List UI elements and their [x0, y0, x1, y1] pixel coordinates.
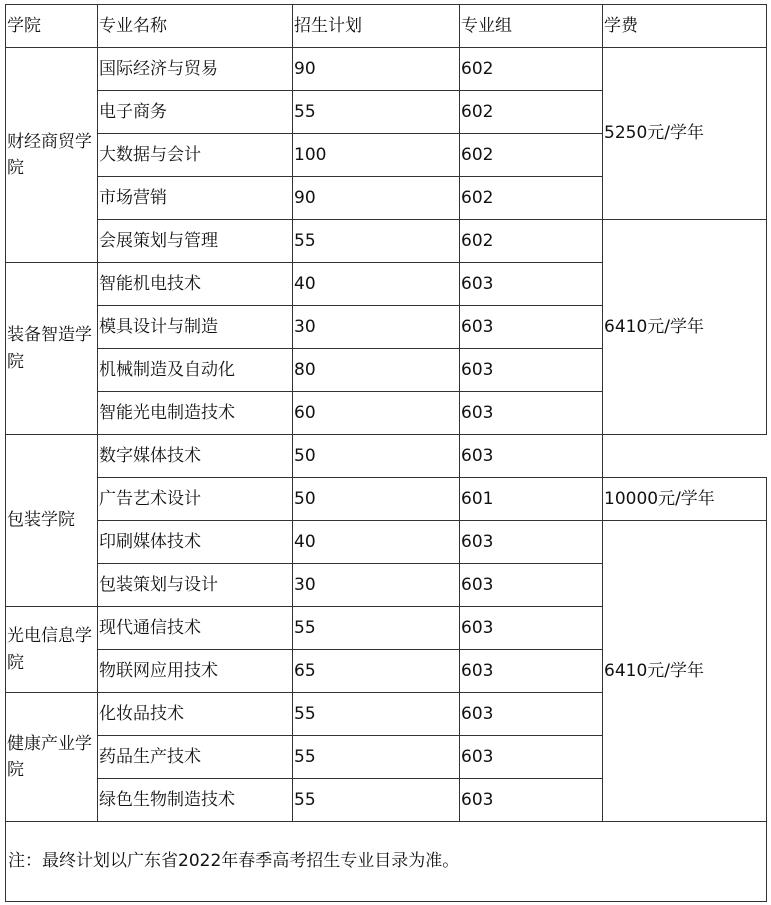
plan-cell: 30 [293, 564, 460, 607]
major-cell: 机械制造及自动化 [98, 349, 293, 392]
group-cell: 602 [460, 177, 603, 220]
header-group: 专业组 [460, 5, 603, 48]
major-cell: 物联网应用技术 [98, 650, 293, 693]
admissions-table [5, 4, 767, 902]
plan-cell: 40 [293, 263, 460, 306]
footnote: 注：最终计划以广东省2022年春季高考招生专业目录为准。 [6, 822, 767, 902]
header-plan: 招生计划 [293, 5, 460, 48]
major-cell: 模具设计与制造 [98, 306, 293, 349]
plan-cell: 40 [293, 521, 460, 564]
group-cell: 603 [460, 392, 603, 435]
header-college: 学院 [6, 5, 98, 48]
major-cell: 现代通信技术 [98, 607, 293, 650]
group-cell: 603 [460, 306, 603, 349]
fee-cell: 6410元/学年 [603, 521, 767, 822]
college-cell: 财经商贸学院 [6, 48, 98, 263]
major-cell: 数字媒体技术 [98, 435, 293, 478]
group-cell: 603 [460, 779, 603, 822]
group-cell: 603 [460, 263, 603, 306]
group-cell: 602 [460, 134, 603, 177]
table-row [6, 478, 767, 521]
header-row [6, 5, 767, 48]
group-cell: 602 [460, 220, 603, 263]
major-cell: 印刷媒体技术 [98, 521, 293, 564]
major-cell: 大数据与会计 [98, 134, 293, 177]
plan-cell: 55 [293, 736, 460, 779]
plan-cell: 90 [293, 48, 460, 91]
major-cell: 广告艺术设计 [98, 478, 293, 521]
plan-cell: 65 [293, 650, 460, 693]
fee-cell: 6410元/学年 [603, 220, 767, 435]
fee-cell: 10000元/学年 [603, 478, 767, 521]
plan-cell: 50 [293, 435, 460, 478]
header-major: 专业名称 [98, 5, 293, 48]
plan-cell: 50 [293, 478, 460, 521]
plan-cell: 55 [293, 779, 460, 822]
major-cell: 智能光电制造技术 [98, 392, 293, 435]
table-row [6, 521, 767, 564]
group-cell: 603 [460, 521, 603, 564]
group-cell: 602 [460, 91, 603, 134]
table-row [6, 48, 767, 91]
fee-cell: 5250元/学年 [603, 48, 767, 220]
college-cell: 光电信息学院 [6, 607, 98, 693]
major-cell: 市场营销 [98, 177, 293, 220]
college-cell: 装备智造学院 [6, 263, 98, 435]
table-row [6, 435, 767, 478]
group-cell: 603 [460, 349, 603, 392]
group-cell: 603 [460, 564, 603, 607]
group-cell: 602 [460, 48, 603, 91]
group-cell: 603 [460, 736, 603, 779]
major-cell: 电子商务 [98, 91, 293, 134]
plan-cell: 30 [293, 306, 460, 349]
group-cell: 603 [460, 435, 603, 478]
note-row [6, 822, 767, 902]
major-cell: 药品生产技术 [98, 736, 293, 779]
college-cell: 包装学院 [6, 435, 98, 607]
college-cell: 健康产业学院 [6, 693, 98, 822]
plan-cell: 55 [293, 607, 460, 650]
group-cell: 603 [460, 650, 603, 693]
plan-cell: 80 [293, 349, 460, 392]
major-cell: 会展策划与管理 [98, 220, 293, 263]
table-row [6, 220, 767, 263]
plan-cell: 55 [293, 693, 460, 736]
major-cell: 绿色生物制造技术 [98, 779, 293, 822]
plan-cell: 55 [293, 220, 460, 263]
major-cell: 智能机电技术 [98, 263, 293, 306]
major-cell: 包装策划与设计 [98, 564, 293, 607]
plan-cell: 55 [293, 91, 460, 134]
group-cell: 603 [460, 607, 603, 650]
header-fee: 学费 [603, 5, 767, 48]
plan-cell: 100 [293, 134, 460, 177]
plan-cell: 90 [293, 177, 460, 220]
major-cell: 化妆品技术 [98, 693, 293, 736]
major-cell: 国际经济与贸易 [98, 48, 293, 91]
group-cell: 601 [460, 478, 603, 521]
group-cell: 603 [460, 693, 603, 736]
plan-cell: 60 [293, 392, 460, 435]
